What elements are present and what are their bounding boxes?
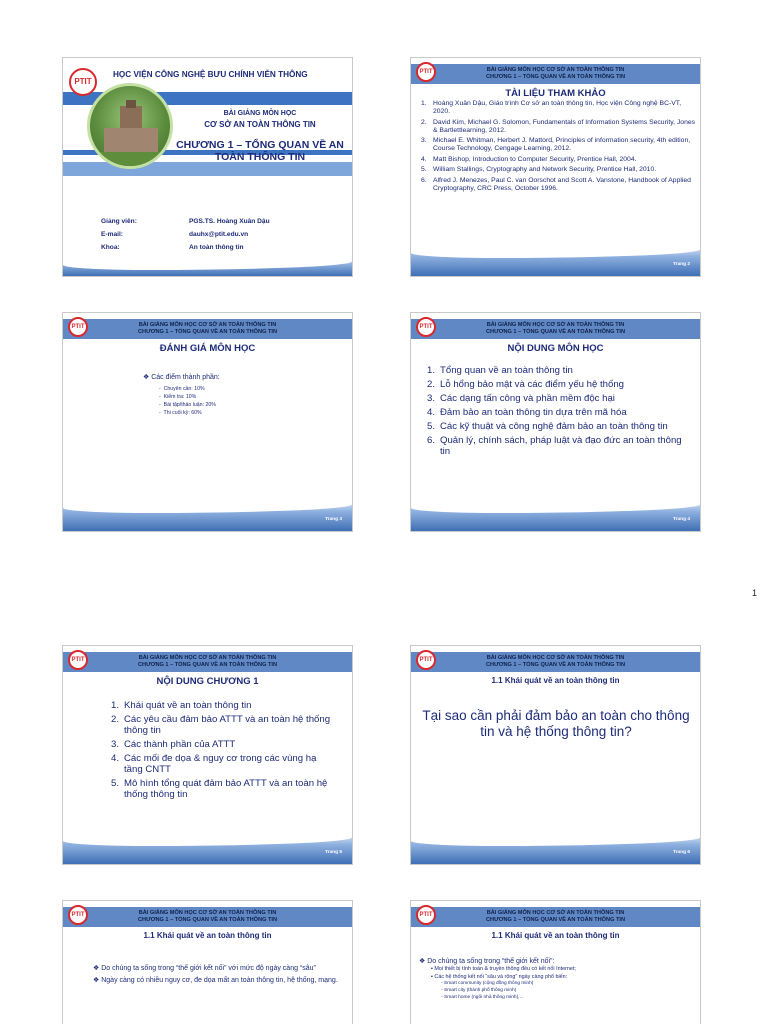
slide-title: NỘI DUNG MÔN HỌC <box>507 343 604 354</box>
lecturer-row: Giảng viên: PGS.TS. Hoàng Xuân Dậu <box>101 218 270 225</box>
list-item: 1. Khái quát về an toàn thông tin <box>111 700 252 711</box>
list-item: 3. Michael E. Whitman, Herbert J. Mattord, Principles of information security, 4th edition, Course Technology, Cengage Learning, 2012. <box>421 137 691 153</box>
slide-1 <box>62 57 353 277</box>
list-item: 3. Các thành phần của ATTT <box>111 739 236 751</box>
list-item: 4. Các mối đe dọa & nguy cơ trong các vùng hạ tầng CNTT <box>111 753 317 776</box>
document-page-number: 1 <box>752 588 758 598</box>
campus-building-photo <box>87 83 173 169</box>
slide-5 <box>62 645 353 865</box>
ptit-logo-icon: PTIT <box>416 317 436 337</box>
list-item: 6. Quản lý, chính sách, pháp luật và đạo đức an toàn thông tin <box>427 435 682 458</box>
list-item: 1. Hoàng Xuân Dậu, Giáo trình Cơ sở an toàn thông tin, Học viện Công nghệ BC-VT, 2020. <box>421 100 682 116</box>
slide-4 <box>410 312 701 532</box>
page-number: Trang 3 <box>324 517 342 522</box>
bullet-item: ❖ Do chúng ta sống trong “thế giới kết nối”: <box>419 958 555 965</box>
bullet-list <box>93 965 345 986</box>
ptit-logo-icon: PTIT <box>416 650 436 670</box>
ptit-logo-icon: PTIT <box>68 905 88 925</box>
slide-3 <box>62 312 353 532</box>
chapter-content-list <box>111 700 337 803</box>
diamond-bullet-icon: ❖ <box>93 977 100 985</box>
slide-header: BÀI GIẢNG MÔN HỌC CƠ SỞ AN TOÀN THÔNG TIN CHƯƠNG 1 – TỔNG QUAN VỀ AN TOÀN THÔNG TIN <box>411 652 700 672</box>
list-item: - Kiểm tra: 10% <box>159 394 197 401</box>
list-item: ◦ Smart city (thành phố thông minh) <box>441 988 517 994</box>
list-item: ▪ Mọi thiết bị tính toán & truyền thông đều có kết nối Internet; <box>431 966 576 972</box>
list-item: 2. Lỗ hổng bảo mật và các điểm yếu hệ thống <box>427 379 625 391</box>
bullet-list <box>419 957 697 1002</box>
slide-6 <box>410 645 701 865</box>
sub-sub-list <box>419 981 697 1002</box>
ptit-logo-icon: PTIT <box>416 905 436 925</box>
slide-title: NỘI DUNG CHƯƠNG 1 <box>156 676 259 687</box>
course-name: CƠ SỞ AN TOÀN THÔNG TIN <box>204 120 316 129</box>
slide-7 <box>62 900 353 1024</box>
slide-title: 1.1 Khái quát về an toàn thông tin <box>143 931 272 940</box>
slide-footer <box>411 246 700 276</box>
list-item: - Bài tập/thảo luận: 20% <box>159 402 216 409</box>
slide-header: BÀI GIẢNG MÔN HỌC CƠ SỞ AN TOÀN THÔNG TIN CHƯƠNG 1 – TỔNG QUAN VỀ AN TOÀN THÔNG TIN <box>63 907 352 927</box>
list-item: - Chuyên cần: 10% <box>159 386 205 392</box>
page-number: Trang 6 <box>672 850 690 855</box>
slide-title: TÀI LIỆU THAM KHẢO <box>505 88 606 99</box>
course-label: BÀI GIẢNG MÔN HỌC <box>223 110 297 117</box>
email-link[interactable]: dauhx@ptit.edu.vn <box>189 231 249 238</box>
list-item: ◦ Smart community (cộng đồng thông minh) <box>441 981 534 987</box>
slide-footer <box>63 834 352 864</box>
slide-2 <box>410 57 701 277</box>
ptit-logo-icon: PTIT <box>68 650 88 670</box>
slide-footer <box>63 501 352 531</box>
institute-name: HỌC VIỆN CÔNG NGHỆ BƯU CHÍNH VIỄN THÔNG <box>113 70 308 79</box>
list-item: 3. Các dạng tấn công và phần mềm độc hại <box>427 393 615 405</box>
page-number: Trang 2 <box>672 262 690 267</box>
slide-header: BÀI GIẢNG MÔN HỌC CƠ SỞ AN TOÀN THÔNG TIN CHƯƠNG 1 – TỔNG QUAN VỀ AN TOÀN THÔNG TIN <box>411 319 700 339</box>
slide-8 <box>410 900 701 1024</box>
bullet-item: ❖ Ngày càng có nhiều nguy cơ, đe dọa mất an toàn thông tin, hệ thống, mạng. <box>93 977 338 985</box>
department-row: Khoa: An toàn thông tin <box>101 244 244 251</box>
sub-list <box>419 966 697 981</box>
list-item: 2. David Kim, Michael G. Solomon, Fundamentals of Information Systems Security, Jones & Bartlettlearning, 2012. <box>421 118 696 134</box>
list-item: ▪ Các hệ thống kết nối “sâu và rộng” ngày càng phổ biến: <box>431 973 568 980</box>
list-item: 2. Các yêu cầu đảm bảo ATTT và an toàn hệ thống thông tin <box>111 714 331 737</box>
email-row: E-mail: dauhx@ptit.edu.vn <box>101 231 249 238</box>
list-item: 5. Mô hình tổng quát đảm bảo ATTT và an toàn hệ thống thông tin <box>111 778 328 801</box>
diamond-bullet-icon: ❖ <box>419 958 426 965</box>
slide-header: BÀI GIẢNG MÔN HỌC CƠ SỞ AN TOÀN THÔNG TIN CHƯƠNG 1 – TỔNG QUAN VỀ AN TOÀN THÔNG TIN <box>63 652 352 672</box>
diamond-bullet-icon: ❖ <box>143 374 150 381</box>
question-text: Tại sao cần phải đảm bảo an toàn cho thông tin và hệ thống thông tin? <box>422 708 690 740</box>
slide-footer <box>63 258 352 276</box>
slide-header: BÀI GIẢNG MÔN HỌC CƠ SỞ AN TOÀN THÔNG TIN CHƯƠNG 1 – TỔNG QUAN VỀ AN TOÀN THÔNG TIN <box>63 319 352 339</box>
list-item: 4. Đảm bảo an toàn thông tin dựa trên mã hóa <box>427 407 627 419</box>
list-item: - Thi cuối kỳ: 60% <box>159 410 202 417</box>
slide-title: ĐÁNH GIÁ MÔN HỌC <box>159 343 256 354</box>
list-item: 4. Matt Bishop, Introduction to Computer Security, Prentice Hall, 2004. <box>421 155 637 163</box>
bullet-item: ❖ Các điểm thành phần: <box>143 374 220 381</box>
slide-header: BÀI GIẢNG MÔN HỌC CƠ SỞ AN TOÀN THÔNG TIN CHƯƠNG 1 – TỔNG QUAN VỀ AN TOÀN THÔNG TIN <box>411 907 700 927</box>
course-content-list <box>427 365 691 460</box>
list-item: 5. Các kỹ thuật và công nghệ đảm bảo an toàn thông tin <box>427 421 668 433</box>
slide-footer <box>411 834 700 864</box>
slide-title: 1.1 Khái quát về an toàn thông tin <box>491 676 620 685</box>
ptit-logo-icon: PTIT <box>416 62 436 82</box>
reference-list <box>421 100 697 195</box>
page-number: Trang 5 <box>324 850 342 855</box>
ptit-logo-icon: PTIT <box>69 68 97 96</box>
list-item: 5. William Stallings, Cryptography and Network Security, Prentice Hall, 2010. <box>421 166 657 174</box>
slide-footer <box>411 501 700 531</box>
slide-title: 1.1 Khái quát về an toàn thông tin <box>491 931 620 940</box>
chapter-title: CHƯƠNG 1 – TỔNG QUAN VỀ AN TOÀN THÔNG TIN <box>176 139 344 164</box>
page-number: Trang 4 <box>672 517 690 522</box>
sub-list <box>159 385 216 417</box>
bullet-item: ❖ Do chúng ta sống trong “thế giới kết nối” với mức độ ngày càng “sâu” <box>93 965 316 972</box>
list-item: 1. Tổng quan về an toàn thông tin <box>427 365 573 376</box>
diamond-bullet-icon: ❖ <box>93 965 100 972</box>
ptit-logo-icon: PTIT <box>68 317 88 337</box>
slide-header: BÀI GIẢNG MÔN HỌC CƠ SỞ AN TOÀN THÔNG TIN CHƯƠNG 1 – TỔNG QUAN VỀ AN TOÀN THÔNG TIN <box>411 64 700 84</box>
list-item: 6. Alfred J. Menezes, Paul C. van Oorschot and Scott A. Vanstone, Handbook of Applied Cryptography, CRC Press, October 1996. <box>421 176 691 192</box>
list-item: ◦ Smart home (ngôi nhà thông minh),... <box>441 995 524 1001</box>
